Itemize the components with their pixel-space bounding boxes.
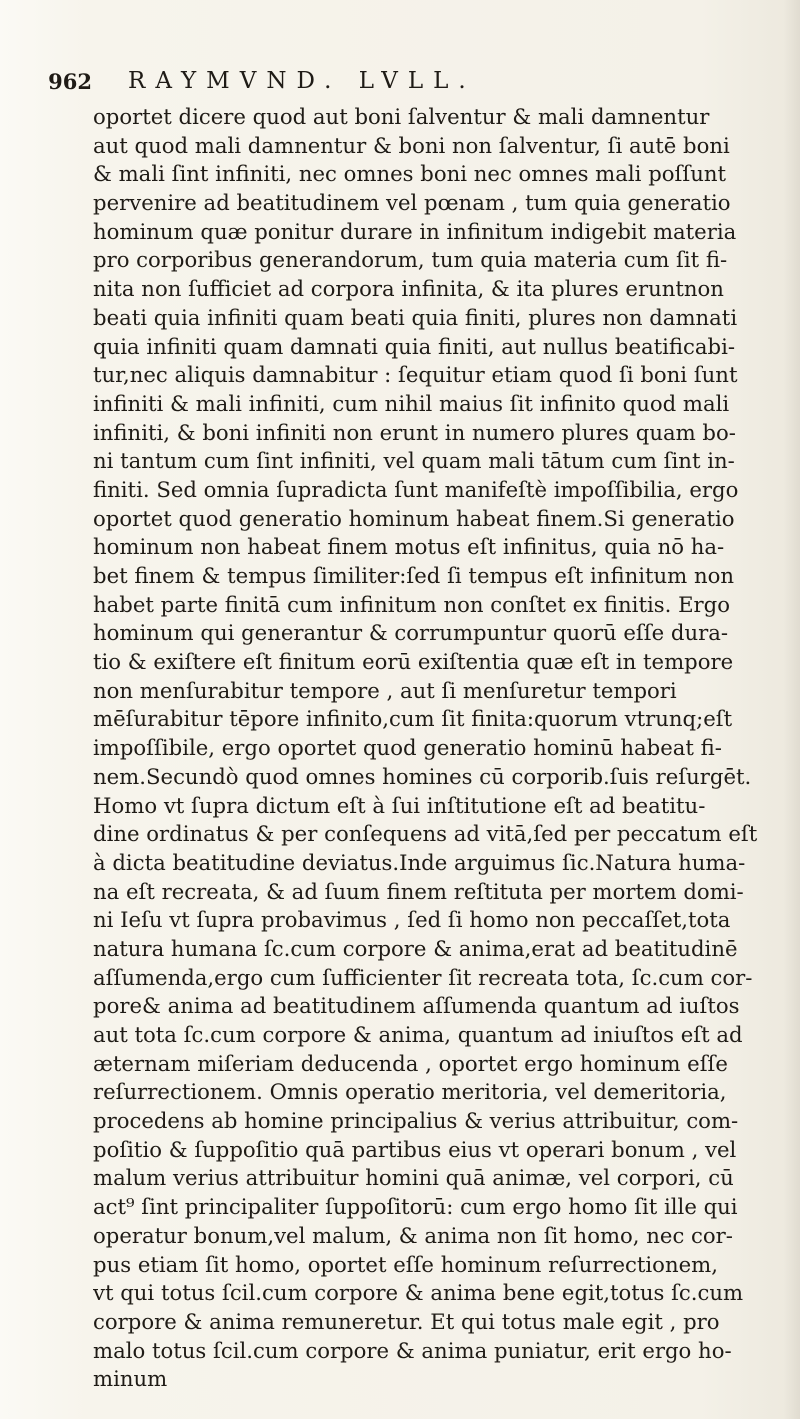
text-line: quia infiniti quam damnati quia finiti, aut nullus beatificabi- — [93, 333, 736, 359]
text-line: aut tota ſc.cum corpore & anima, quantum ad iniuſtos eſt ad — [93, 1022, 743, 1047]
running-title: RAYMVND. LVLL. — [128, 68, 476, 94]
text-line: finiti. Sed omnia ſupradicta ſunt manifeſtè impoſſibilia, ergo — [93, 476, 739, 502]
text-line: reſurrectionem. Omnis operatio meritoria, vel demeritoria, — [93, 1079, 727, 1105]
text-line: beati quia infiniti quam beati quia finiti, plures non damnati — [93, 304, 738, 330]
text-line: Homo vt ſupra dictum eſt à ſui inſtitutione eſt ad beatitu- — [93, 792, 706, 818]
text-line: vt qui totus ſcil.cum corpore & anima bene egit,totus ſc.cum — [93, 1280, 744, 1306]
text-line: tur,nec aliquis damnabitur : ſequitur etiam quod ſi boni ſunt — [93, 362, 738, 388]
text-line: mēſurabitur tēpore infinito,cum ſit finita:quorum vtrunq;eſt — [93, 706, 733, 732]
text-line: aſſumenda,ergo cum ſufficienter ſit recreata tota, ſc.cum cor- — [93, 964, 753, 990]
text-line: nita non ſufficiet ad corpora infinita, & ita plures eruntnon — [93, 276, 724, 302]
text-line: bet finem & tempus ſimiliter:ſed ſi tempus eſt infinitum non — [93, 563, 735, 588]
text-line: oportet dicere quod aut boni ſalventur & mali damnentur — [93, 104, 710, 129]
text-line: act⁹ ſint principaliter ſuppoſitorū: cum ergo homo ſit ille qui — [93, 1194, 738, 1220]
text-line: procedens ab homine principalius & verius attribuitur, com- — [93, 1108, 739, 1134]
text-line: hominum quæ ponitur durare in infinitum indigebit materia — [93, 218, 737, 244]
text-line: hominum qui generantur & corrumpuntur quorū eſſe dura- — [93, 620, 729, 646]
page-header — [0, 50, 776, 94]
text-line: corpore & anima remuneretur. Et qui totus male egit , pro — [93, 1308, 720, 1334]
text-line: pro corporibus generandorum, tum quia materia cum ſit fi- — [93, 247, 728, 273]
text-line: minum — [93, 1366, 168, 1392]
text-line: pervenire ad beatitudinem vel pœnam , tum quia generatio — [93, 190, 731, 216]
text-line: nem.Secundò quod omnes homines cū corporib.ſuis reſurgēt. — [93, 763, 752, 789]
text-line: ni Ieſu vt ſupra probavimus , ſed ſi homo non peccaſſet,tota — [93, 907, 731, 933]
text-line: dine ordinatus & per conſequens ad vitā,ſed per peccatum eſt — [93, 821, 758, 847]
text-line: habet parte finitā cum infinitum non conſtet ex finitis. Ergo — [93, 591, 730, 617]
text-line: operatur bonum,vel malum, & anima non ſit homo, nec cor- — [93, 1222, 733, 1248]
text-line: tio & exiſtere eſt finitum eorū exiſtentia quæ eſt in tempore — [93, 649, 734, 675]
text-line: impoſſibile, ergo oportet quod generatio hominū habeat fi- — [93, 735, 722, 761]
text-line: æternam miſeriam deducenda , oportet ergo hominum eſſe — [93, 1050, 728, 1076]
text-line: ni tantum cum ſint infiniti, vel quam mali tātum cum ſint in- — [93, 448, 735, 474]
text-line: & mali ſint infiniti, nec omnes boni nec omnes mali poſſunt — [93, 161, 726, 187]
text-line: hominum non habeat finem motus eſt infinitus, quia nō ha- — [93, 534, 725, 560]
text-line: malum verius attribuitur homini quā animæ, vel corpori, cū — [93, 1165, 734, 1191]
text-line: aut quod mali damnentur & boni non ſalventur, ſi autē boni — [93, 132, 730, 158]
body-text — [93, 103, 783, 1394]
text-line: pus etiam ſit homo, oportet eſſe hominum reſurrectionem, — [93, 1251, 718, 1277]
text-line: oportet quod generatio hominum habeat finem.Si generatio — [93, 505, 735, 531]
text-line: pore& anima ad beatitudinem aſſumenda quantum ad iuſtos — [93, 993, 740, 1019]
text-line: malo totus ſcil.cum corpore & anima puniatur, erit ergo ho- — [93, 1337, 732, 1363]
text-line: à dicta beatitudine deviatus.Inde arguimus ſic.Natura huma- — [93, 849, 746, 875]
text-line: infiniti, & boni infiniti non erunt in numero plures quam bo- — [93, 419, 736, 445]
page-edge-shadow — [784, 0, 800, 1419]
page-number: 962 — [48, 69, 92, 94]
text-line: na eſt recreata, & ad ſuum finem reſtituta per mortem domi- — [93, 878, 744, 904]
text-line: non menſurabitur tempore , aut ſi menſuretur tempori — [93, 677, 677, 703]
text-line: infiniti & mali infiniti, cum nihil maius ſit infinito quod mali — [93, 390, 730, 416]
text-line: poſitio & ſuppoſitio quā partibus eius vt operari bonum , vel — [93, 1136, 737, 1162]
text-line: natura humana ſc.cum corpore & anima,erat ad beatitudinē — [93, 935, 738, 961]
